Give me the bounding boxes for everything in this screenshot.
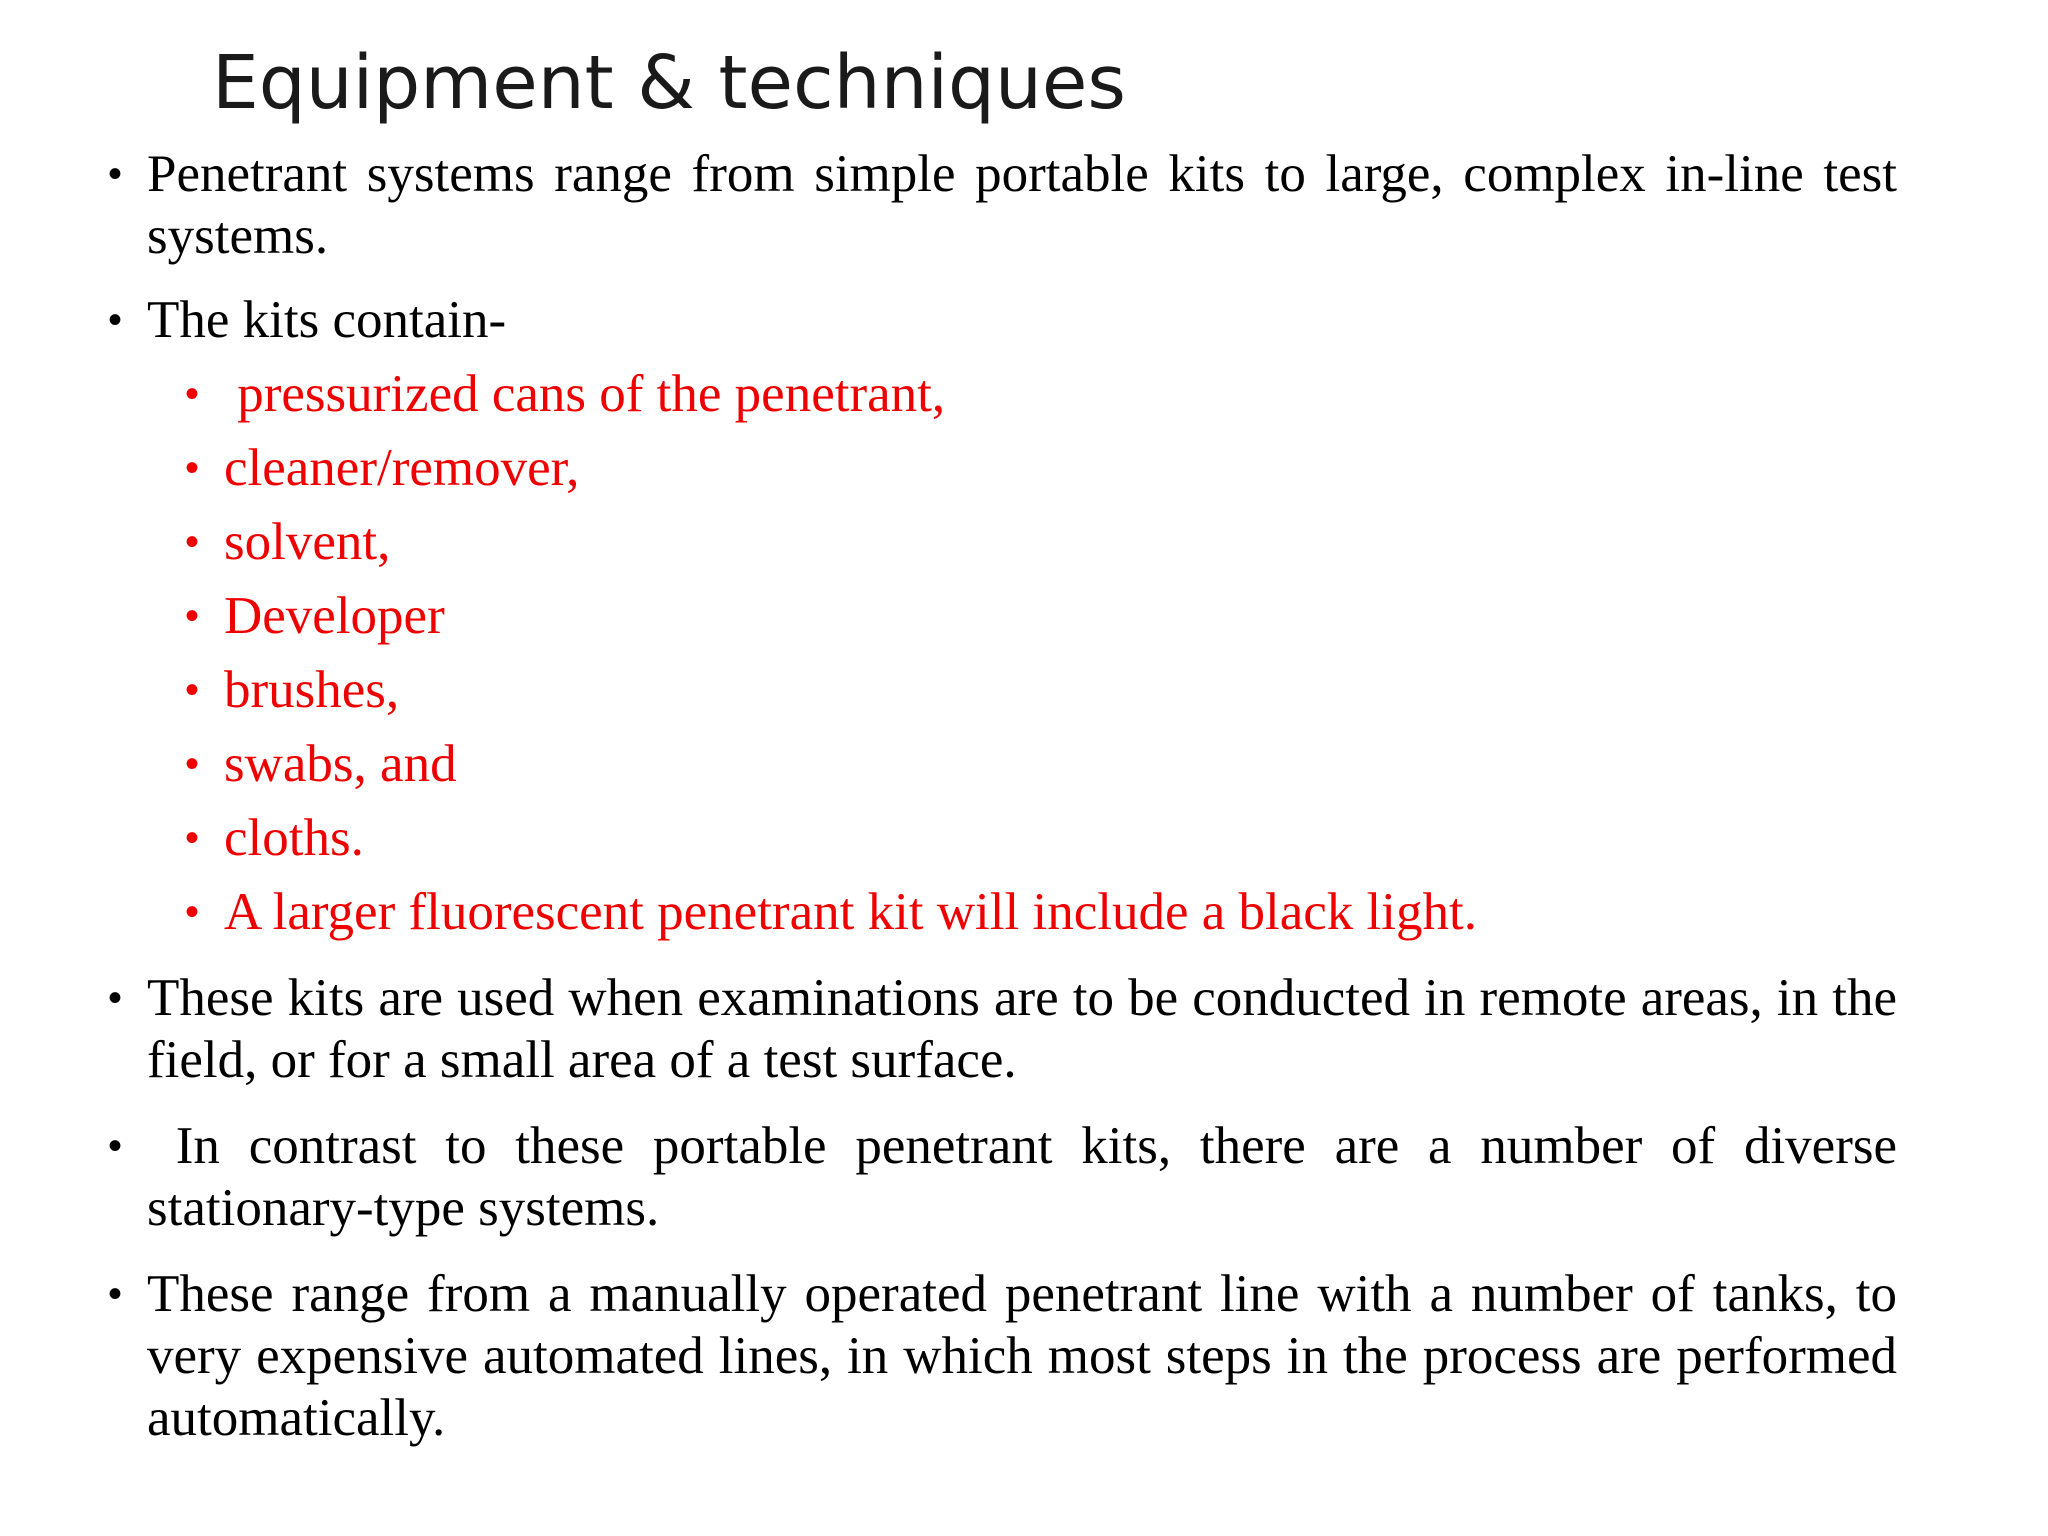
kit-item [185,881,1874,943]
kit-item [185,733,1874,795]
bullet-item [108,143,1897,267]
bullet-icon: • [185,372,200,416]
kit-item-text: solvent, [224,513,391,571]
bullet-icon: • [185,668,200,712]
kit-item-text: cleaner/remover, [224,439,580,497]
bullet-item [108,967,1897,1091]
bullet-icon: • [185,742,200,786]
kit-item [185,363,1874,425]
bullet-text: These kits are used when examinations are to be conducted in remote areas, in the field, or for a small area of a test surface. [147,969,1897,1089]
bullet-icon: • [108,976,123,1020]
kit-item-text: pressurized cans of the penetrant, [224,365,946,423]
bullet-icon: • [108,1272,123,1316]
bullet-icon: • [108,1124,123,1168]
bullet-item [108,1263,1897,1449]
bullet-text: These range from a manually operated penetrant line with a number of tanks, to very expensive automated lines, in which most steps in the process are performed automatically. [147,1265,1897,1447]
bullet-text: Penetrant systems range from simple portable kits to large, complex in-line test systems. [147,145,1897,265]
kit-item [185,659,1874,721]
bullet-item [108,1115,1911,1239]
bullet-icon: • [185,446,200,490]
kit-item [185,585,1874,647]
kit-item-text: cloths. [224,809,364,867]
kit-item-text: swabs, and [224,735,457,793]
kit-item-text: A larger fluorescent penetrant kit will include a black light. [224,883,1477,941]
kit-item-text: Developer [224,587,445,645]
bullet-icon: • [185,594,200,638]
slide-title: Equipment & techniques [212,40,1126,126]
bullet-icon: • [185,520,200,564]
bullet-icon: • [108,298,123,342]
kit-item [185,437,1874,499]
bullet-text: The kits contain- [147,291,507,349]
bullet-icon: • [185,890,200,934]
bullet-item [108,289,1897,351]
kit-item [185,511,1874,573]
bullet-text: In contrast to these portable penetrant kits, there are a number of diverse stationary-type systems. [147,1117,1911,1237]
bullet-icon: • [108,152,123,196]
kit-item-text: brushes, [224,661,400,719]
kit-item [185,807,1874,869]
bullet-icon: • [185,816,200,860]
